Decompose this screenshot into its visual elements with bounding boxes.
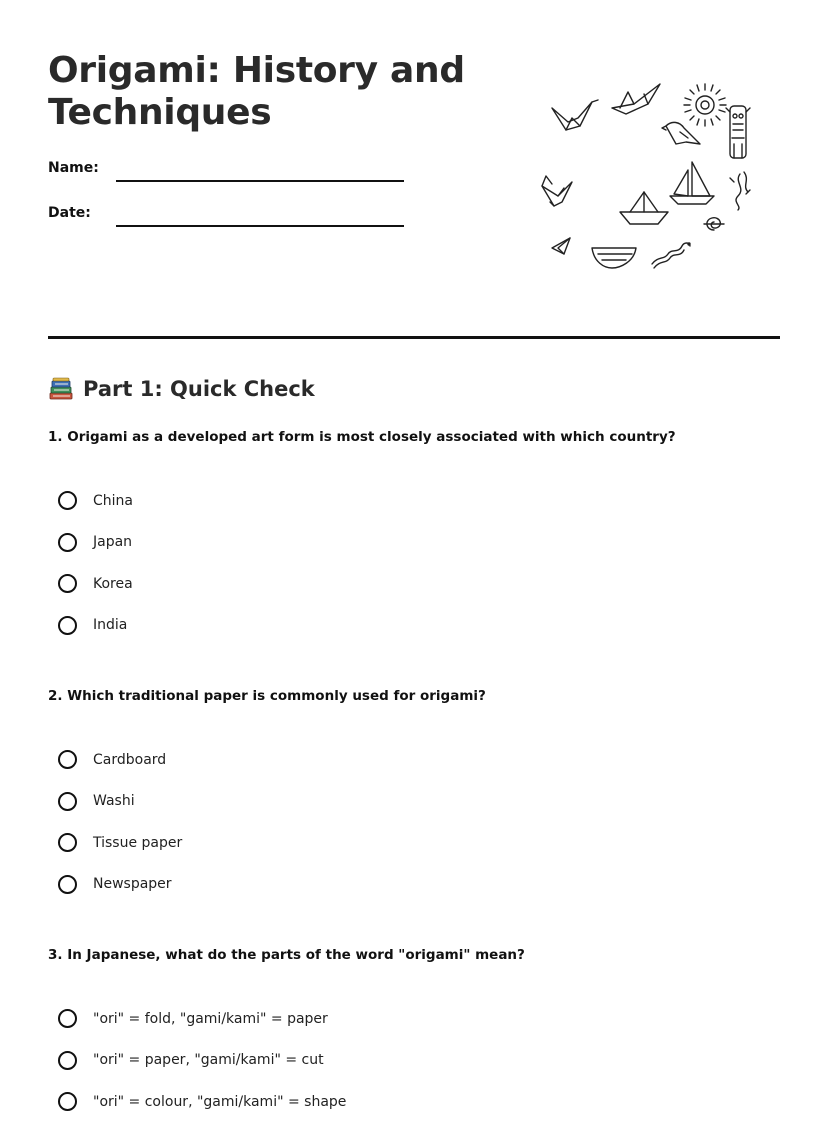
tiki-totem-icon [726, 106, 750, 158]
radio-button[interactable] [58, 574, 77, 593]
snake-icon [652, 243, 690, 268]
option-label: "ori" = paper, "gami/kami" = cut [93, 1052, 324, 1069]
answer-option[interactable] [58, 605, 133, 647]
paper-plane-icon [552, 238, 570, 254]
radio-button[interactable] [58, 792, 77, 811]
paper-boat-icon [620, 192, 668, 224]
answer-option[interactable] [58, 1040, 346, 1082]
option-label: Newspaper [93, 876, 172, 893]
origami-illustration [508, 78, 770, 278]
option-label: India [93, 617, 128, 634]
radio-button[interactable] [58, 1009, 77, 1028]
radio-button[interactable] [58, 1092, 77, 1111]
answer-option[interactable] [58, 864, 182, 906]
answer-options [58, 480, 133, 646]
question-2 [48, 687, 788, 893]
answer-option[interactable] [58, 522, 133, 564]
answer-option[interactable] [58, 998, 346, 1040]
radio-button[interactable] [58, 616, 77, 635]
shell-icon [704, 218, 724, 230]
question-3 [48, 946, 788, 1110]
option-label: Cardboard [93, 751, 167, 768]
answer-option[interactable] [58, 739, 182, 781]
paper-crane-icon [552, 100, 598, 130]
page-title: Origami: History and Techniques [48, 50, 465, 133]
answer-option[interactable] [58, 781, 182, 823]
date-line[interactable] [116, 225, 404, 227]
paper-bird-icon [612, 84, 660, 114]
sun-icon [684, 84, 726, 126]
crane-icon [542, 176, 572, 206]
question-text: 3. In Japanese, what do the parts of the word "origami" mean? [48, 947, 525, 963]
radio-button[interactable] [58, 875, 77, 894]
option-label: Korea [93, 575, 133, 592]
radio-button[interactable] [58, 1051, 77, 1070]
header-divider [48, 336, 780, 339]
option-label: Tissue paper [93, 834, 183, 851]
books-icon [48, 376, 74, 402]
answer-option[interactable] [58, 563, 133, 605]
name-field [48, 160, 408, 190]
option-label: Washi [93, 793, 135, 810]
question-text: 1. Origami as a developed art form is most closely associated with which country? [48, 429, 676, 445]
sailboat-icon [670, 162, 714, 204]
date-label: Date: [48, 205, 91, 221]
answer-option[interactable] [58, 1081, 346, 1123]
radio-button[interactable] [58, 833, 77, 852]
question-1 [48, 428, 788, 634]
name-line[interactable] [116, 180, 404, 182]
name-label: Name: [48, 160, 99, 176]
radio-button[interactable] [58, 491, 77, 510]
option-label: "ori" = fold, "gami/kami" = paper [93, 1010, 328, 1027]
answer-options [58, 998, 346, 1123]
date-field [48, 205, 408, 235]
section-title: Part 1: Quick Check [83, 377, 315, 401]
seaweed-icon [730, 172, 750, 210]
answer-options [58, 739, 182, 905]
option-label: China [93, 492, 133, 509]
option-label: "ori" = colour, "gami/kami" = shape [93, 1093, 347, 1110]
section-heading [48, 374, 315, 404]
answer-option[interactable] [58, 480, 133, 522]
boat-icon [592, 248, 636, 268]
radio-button[interactable] [58, 750, 77, 769]
question-text: 2. Which traditional paper is commonly used for origami? [48, 688, 486, 704]
dove-icon [662, 122, 700, 144]
answer-option[interactable] [58, 822, 182, 864]
radio-button[interactable] [58, 533, 77, 552]
option-label: Japan [93, 534, 133, 551]
